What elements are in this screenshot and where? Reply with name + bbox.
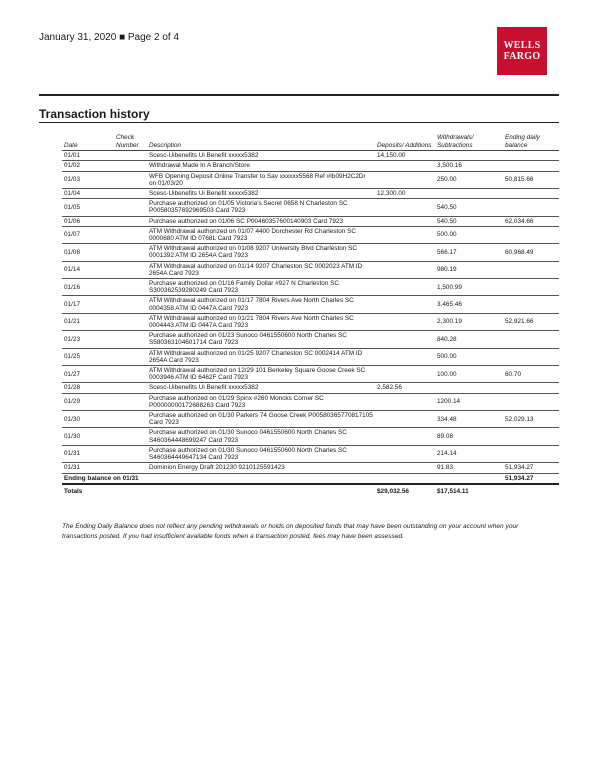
transaction-deposit [375, 216, 435, 226]
transaction-deposit [375, 313, 435, 330]
transaction-deposit [375, 171, 435, 188]
transaction-description: ATM Withdrawal authorized on 12/29 101 Berkeley Square Goose Creek SC 0003946 ATM ID 6462F Card 7923 [147, 366, 375, 383]
transaction-check-number [114, 463, 147, 473]
transaction-ending-balance [503, 428, 559, 445]
transaction-withdrawal: 840.28 [435, 331, 503, 348]
transaction-deposit [375, 393, 435, 410]
transaction-row [62, 296, 559, 313]
transaction-row [62, 216, 559, 226]
transaction-description: ATM Withdrawal authorized on 01/07 4400 Dorchester Rd Charleston SC 0000680 ATM ID 0768L Card 7923 [147, 226, 375, 243]
transaction-description: Scesc-Uibenefits Ui Benefit xxxxx5382 [147, 383, 375, 393]
logo-line-2: FARGO [503, 51, 541, 62]
transaction-date: 01/07 [62, 226, 114, 243]
transaction-withdrawal: 89.08 [435, 428, 503, 445]
transaction-row [62, 171, 559, 188]
transaction-date: 01/25 [62, 348, 114, 365]
transaction-row [62, 151, 559, 161]
transaction-check-number [114, 151, 147, 161]
totals-deposits: $29,032.56 [377, 487, 409, 495]
transaction-date: 01/14 [62, 261, 114, 278]
transaction-description: WFB Opening Deposit Online Transfer to Sav xxxxxx5568 Ref #Ib09H2C2Dr on 01/03/20 [147, 171, 375, 188]
balance-footnote: The Ending Daily Balance does not reflect any pending withdrawals or holds on deposited funds that may have been outstanding on your account when your transactions posted. If you had insufficient available funds when a transaction posted, fees may have been assessed. [62, 523, 519, 540]
transaction-table [62, 134, 559, 496]
statement-date: January 31, 2020 [39, 32, 117, 43]
transaction-withdrawal: 3,465.46 [435, 296, 503, 313]
table-header-row [62, 134, 559, 151]
transaction-row [62, 348, 559, 365]
transaction-deposit: 12,300.00 [375, 189, 435, 199]
transaction-check-number [114, 279, 147, 296]
bullet-icon: ■ [119, 32, 126, 43]
wells-fargo-logo [497, 27, 547, 75]
transaction-date: 01/04 [62, 189, 114, 199]
totals-withdrawals: $17,514.11 [437, 487, 469, 495]
transaction-date: 01/27 [62, 366, 114, 383]
page-indicator: Page 2 of 4 [127, 32, 180, 43]
transaction-check-number [114, 161, 147, 171]
transaction-description: Dominion Energy Draft 201230 9210125591423 [147, 463, 375, 473]
ending-balance-value: 51,934.27 [503, 473, 559, 484]
transaction-date: 01/02 [62, 161, 114, 171]
transaction-description: ATM Withdrawal authorized on 01/25 9207 Charleston SC 0002414 ATM ID 2654A Card 7923 [147, 348, 375, 365]
transaction-withdrawal: 540.50 [435, 199, 503, 216]
transaction-check-number [114, 171, 147, 188]
transaction-description: Purchase authorized on 01/30 Parkers 74 Goose Creek P00580365770817105 Card 7923 [147, 411, 375, 428]
transaction-withdrawal: 500.00 [435, 226, 503, 243]
transaction-deposit [375, 244, 435, 261]
transaction-description: Purchase authorized on 01/05 Victoria's Secret 0658 N Charleston SC P00580357692969503 Card 7923 [147, 199, 375, 216]
transaction-date: 01/08 [62, 244, 114, 261]
transaction-description: ATM Withdrawal authorized on 01/17 7804 Rivers Ave North Charles SC 0004358 ATM ID 0447A Card 7923 [147, 296, 375, 313]
transaction-date: 01/06 [62, 216, 114, 226]
transaction-withdrawal: 566.17 [435, 244, 503, 261]
transaction-check-number [114, 428, 147, 445]
transaction-description: Scesc-Uibenefits Ui Benefit xxxxx5382 [147, 189, 375, 199]
transaction-row [62, 313, 559, 330]
transaction-deposit: 14,150.00 [375, 151, 435, 161]
transaction-check-number [114, 261, 147, 278]
transaction-deposit [375, 161, 435, 171]
transaction-row [62, 366, 559, 383]
transaction-check-number [114, 331, 147, 348]
ending-balance-row [62, 473, 559, 484]
transaction-check-number [114, 226, 147, 243]
transaction-description: Purchase authorized on 01/16 Family Dollar #927 N Charleston SC S300362539280249 Card 7923 [147, 279, 375, 296]
transaction-date: 01/29 [62, 393, 114, 410]
transaction-check-number [114, 348, 147, 365]
transaction-withdrawal: 1,500.99 [435, 279, 503, 296]
totals-row [62, 484, 559, 496]
transaction-deposit [375, 279, 435, 296]
transaction-withdrawal: 100.00 [435, 366, 503, 383]
transaction-ending-balance [503, 393, 559, 410]
transaction-withdrawal: 3,500.16 [435, 161, 503, 171]
transaction-deposit [375, 428, 435, 445]
transaction-deposit [375, 296, 435, 313]
transaction-row [62, 189, 559, 199]
transaction-description: ATM Withdrawal authorized on 01/08 9207 University Blvd Charleston SC 0001392 ATM ID 2654A Card 7923 [147, 244, 375, 261]
transaction-description: Purchase authorized on 01/30 Sunoco 0461550600 North Charles SC S460364448699247 Card 7923 [147, 428, 375, 445]
transaction-check-number [114, 216, 147, 226]
col-header-description: Description [147, 134, 375, 151]
transaction-row [62, 226, 559, 243]
transaction-row [62, 393, 559, 410]
transaction-ending-balance: 50,815.66 [503, 171, 559, 188]
transaction-date: 01/21 [62, 313, 114, 330]
transaction-deposit [375, 331, 435, 348]
transaction-withdrawal: 214.14 [435, 445, 503, 462]
transaction-withdrawal: 540.50 [435, 216, 503, 226]
transaction-ending-balance: 62,034.66 [503, 216, 559, 226]
transaction-withdrawal [435, 383, 503, 393]
transaction-row [62, 261, 559, 278]
col-header-check: Check Number [114, 134, 147, 151]
transaction-ending-balance [503, 226, 559, 243]
totals-label: Totals [64, 487, 83, 495]
transaction-check-number [114, 313, 147, 330]
transaction-row [62, 411, 559, 428]
transaction-description: Purchase authorized on 01/23 Sunoco 0461550600 North Charles SC S580363104601714 Card 7923 [147, 331, 375, 348]
transaction-date: 01/05 [62, 199, 114, 216]
transaction-date: 01/16 [62, 279, 114, 296]
transaction-description: Scesc-Uibenefits Ui Benefit xxxxx5382 [147, 151, 375, 161]
transaction-check-number [114, 411, 147, 428]
transaction-deposit [375, 348, 435, 365]
transaction-ending-balance [503, 199, 559, 216]
section-divider [39, 122, 559, 123]
transaction-ending-balance [503, 383, 559, 393]
logo-line-1: WELLS [503, 40, 541, 51]
transaction-ending-balance [503, 261, 559, 278]
transaction-row [62, 331, 559, 348]
col-header-withdrawals: Withdrawals/ Subtractions [435, 134, 503, 151]
transaction-date: 01/28 [62, 383, 114, 393]
transaction-check-number [114, 393, 147, 410]
transaction-rows [62, 151, 559, 473]
col-header-balance: Ending daily balance [503, 134, 559, 151]
transaction-deposit: 2,582.56 [375, 383, 435, 393]
transaction-row [62, 244, 559, 261]
transaction-withdrawal: 1200.14 [435, 393, 503, 410]
transaction-check-number [114, 199, 147, 216]
transaction-ending-balance [503, 296, 559, 313]
transaction-ending-balance: 52,921.66 [503, 313, 559, 330]
transaction-check-number [114, 383, 147, 393]
transaction-ending-balance: 60.70 [503, 366, 559, 383]
transaction-withdrawal: 91.83 [435, 463, 503, 473]
transaction-row [62, 445, 559, 462]
transaction-check-number [114, 366, 147, 383]
transaction-withdrawal [435, 151, 503, 161]
transaction-deposit [375, 411, 435, 428]
transaction-ending-balance [503, 151, 559, 161]
transaction-description: ATM Withdrawal authorized on 01/14 9207 Charleston SC 0002023 ATM ID 2654A Card 7923 [147, 261, 375, 278]
transaction-ending-balance [503, 331, 559, 348]
transaction-description: Purchase authorized on 01/06 SC P00460357600140903 Card 7923 [147, 216, 375, 226]
transaction-description: Withdrawal Made In A Branch/Store [147, 161, 375, 171]
transaction-row [62, 161, 559, 171]
ending-balance-label: Ending balance on 01/31 [62, 473, 375, 484]
section-title: Transaction history [39, 107, 150, 121]
transaction-date: 01/30 [62, 428, 114, 445]
col-header-deposits: Deposits/ Additions [375, 134, 435, 151]
transaction-date: 01/30 [62, 411, 114, 428]
transaction-description: Purchase authorized on 01/29 Spinx #260 Moncks Corner SC P00000000172688263 Card 7923 [147, 393, 375, 410]
transaction-date: 01/31 [62, 463, 114, 473]
transaction-deposit [375, 261, 435, 278]
transaction-withdrawal: 500.00 [435, 348, 503, 365]
transaction-ending-balance: 52,029.13 [503, 411, 559, 428]
transaction-date: 01/01 [62, 151, 114, 161]
transaction-withdrawal: 980.19 [435, 261, 503, 278]
transaction-row [62, 199, 559, 216]
transaction-check-number [114, 244, 147, 261]
transaction-date: 01/17 [62, 296, 114, 313]
transaction-withdrawal [435, 189, 503, 199]
transaction-ending-balance [503, 445, 559, 462]
transaction-withdrawal: 334.48 [435, 411, 503, 428]
transaction-date: 01/23 [62, 331, 114, 348]
transaction-date: 01/03 [62, 171, 114, 188]
transaction-ending-balance [503, 348, 559, 365]
transaction-check-number [114, 189, 147, 199]
transaction-ending-balance [503, 279, 559, 296]
transaction-check-number [114, 296, 147, 313]
transaction-row [62, 463, 559, 473]
transaction-deposit [375, 226, 435, 243]
transaction-description: ATM Withdrawal authorized on 01/21 7804 Rivers Ave North Charles SC 0004443 ATM ID 0447A Card 7923 [147, 313, 375, 330]
col-header-date: Date [62, 134, 114, 151]
transaction-check-number [114, 445, 147, 462]
transaction-description: Purchase authorized on 01/30 Sunoco 0461550600 North Charles SC S460364449647134 Card 7923 [147, 445, 375, 462]
transaction-ending-balance: 51,934.27 [503, 463, 559, 473]
transaction-deposit [375, 445, 435, 462]
transaction-deposit [375, 366, 435, 383]
transaction-ending-balance [503, 161, 559, 171]
transaction-ending-balance: 60,968.49 [503, 244, 559, 261]
transaction-row [62, 279, 559, 296]
statement-date-header [39, 32, 179, 43]
transaction-deposit [375, 199, 435, 216]
transaction-date: 01/31 [62, 445, 114, 462]
header-divider [39, 94, 559, 96]
transaction-ending-balance [503, 189, 559, 199]
transaction-withdrawal: 250.00 [435, 171, 503, 188]
transaction-deposit [375, 463, 435, 473]
transaction-withdrawal: 2,300.19 [435, 313, 503, 330]
transaction-row [62, 383, 559, 393]
transaction-row [62, 428, 559, 445]
